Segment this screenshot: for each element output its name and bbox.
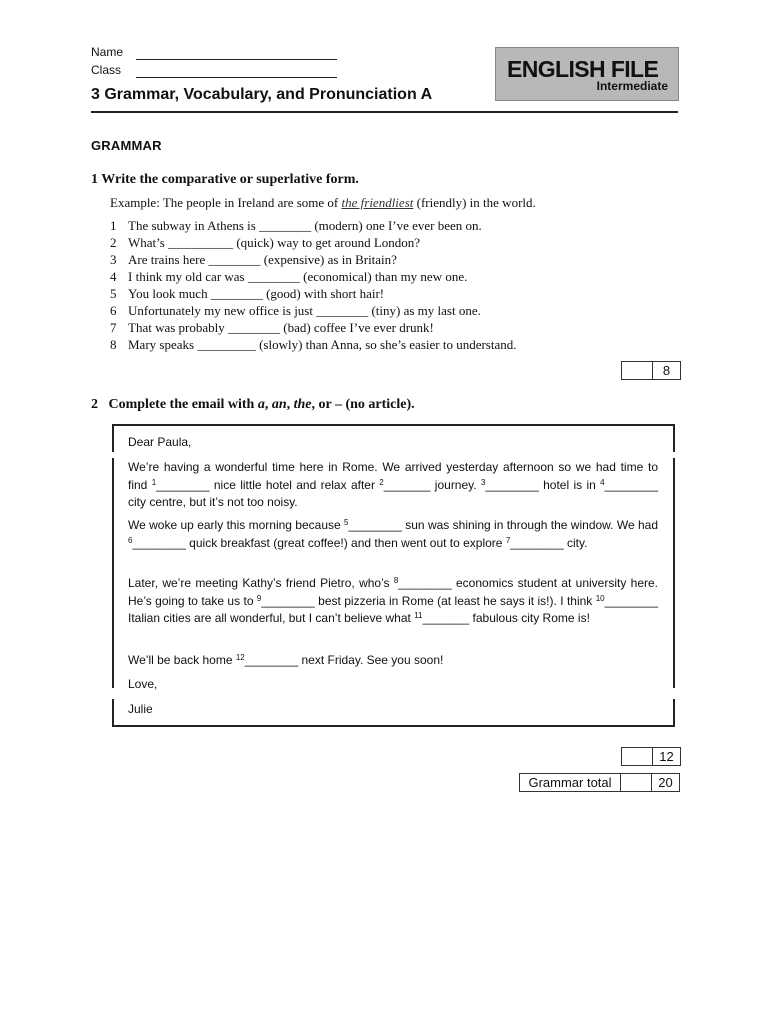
- name-field[interactable]: [136, 47, 337, 60]
- item-text: Are trains here ________ (expensive) as in Britain?: [128, 252, 397, 267]
- page-title: 3 Grammar, Vocabulary, and Pronunciation A: [91, 86, 433, 103]
- q2-score-max: 12: [659, 749, 674, 764]
- list-item: [110, 303, 481, 319]
- email-right-border: [673, 458, 675, 688]
- grammar-total-label: Grammar total: [520, 774, 621, 791]
- q2-score-box: [621, 747, 681, 766]
- email-left-border-bottom: [112, 699, 114, 727]
- q1-score-box: [621, 361, 681, 380]
- item-number: 7: [110, 320, 117, 335]
- example-answer: the friendliest: [341, 195, 414, 210]
- item-text: Mary speaks _________ (slowly) than Anna, so she’s easier to understand.: [128, 337, 517, 352]
- item-number: 6: [110, 303, 117, 318]
- item-text: Unfortunately my new office is just ________ (tiny) as my last one.: [128, 303, 481, 318]
- grammar-total-box: [519, 773, 680, 792]
- list-item: [110, 218, 482, 234]
- logo: [495, 47, 679, 101]
- q2-heading: 2 Complete the email with a, an, the, or – (no article).: [91, 397, 415, 412]
- email-left-border-top: [112, 424, 114, 452]
- email-paragraph-3: Later, we’re meeting Kathy’s friend Pietro, who’s $^8$________ economics student at university here. He’s going to take us to $^9$________ best pizzeria in Rome (at least he says it is!). I think $^{10}$________ Italian cities are all wonderful, but I can’t believe what $^{11}$_______ fabulous city Rome is!: [128, 576, 659, 625]
- email-paragraph-4: We’ll be back home $^{12}$________ next Friday. See you soon!: [128, 653, 444, 667]
- email-paragraph-2: We woke up early this morning because $^5$________ sun was shining in through the window. We had $^6$________ quick breakfast (great coffee!) and then went out to explore $^7$________ city.: [128, 518, 659, 550]
- item-number: 3: [110, 252, 117, 267]
- q2-heading-an: an: [271, 397, 287, 412]
- item-text: What’s __________ (quick) way to get around London?: [128, 235, 421, 250]
- email-left-border: [112, 458, 114, 688]
- email-signature: Julie: [128, 702, 153, 716]
- item-number: 2: [110, 235, 117, 250]
- q2-number: 2: [91, 397, 98, 412]
- logo-subtitle: Intermediate: [596, 79, 668, 93]
- grammar-total-max: 20: [658, 775, 673, 790]
- email-right-border-bottom: [673, 699, 675, 727]
- class-field[interactable]: [136, 65, 337, 78]
- item-number: 8: [110, 337, 117, 352]
- email-paragraph-1: We’re having a wonderful time here in Rome. We arrived yesterday afternoon so we had time to find $^1$________ nice little hotel and relax after $^2$_______ journey. $^3$________ hotel is in $^4$________ city centre, but it’s not too noisy.: [128, 460, 658, 509]
- list-item: [110, 320, 434, 336]
- q1-score-max: 8: [662, 363, 671, 378]
- example-suffix: (friendly) in the world.: [413, 195, 536, 210]
- email-bottom-border: [112, 725, 675, 727]
- name-label: Name: [91, 45, 124, 59]
- email-right-border-top: [673, 424, 675, 452]
- q1-example: [110, 195, 536, 211]
- q2-score-input[interactable]: [622, 748, 653, 765]
- email-greeting: Dear Paula,: [128, 435, 192, 449]
- item-text: You look much ________ (good) with short hair!: [128, 286, 385, 301]
- email-closing: Love,: [128, 677, 158, 691]
- class-label: Class: [91, 63, 122, 77]
- q2-heading-pre: Complete the email with: [108, 397, 258, 412]
- list-item: [110, 286, 384, 302]
- q2-heading-the: the: [293, 397, 312, 412]
- section-heading: GRAMMAR: [91, 138, 162, 153]
- q2-heading-a: a: [257, 397, 265, 412]
- list-item: [110, 252, 397, 268]
- list-item: [110, 235, 420, 251]
- item-text: That was probably ________ (bad) coffee I’ve ever drunk!: [128, 320, 434, 335]
- item-number: 1: [110, 218, 117, 233]
- item-number: 4: [110, 269, 117, 284]
- grammar-total-input[interactable]: [621, 774, 652, 791]
- header-rule: [91, 111, 678, 113]
- q1-heading: 1 Write the comparative or superlative form.: [91, 172, 359, 187]
- list-item: [110, 269, 467, 285]
- q1-score-input[interactable]: [622, 362, 653, 379]
- list-item: [110, 337, 517, 353]
- item-text: I think my old car was ________ (economical) than my new one.: [128, 269, 468, 284]
- email-top-border: [112, 424, 675, 426]
- example-prefix: Example: The people in Ireland are some of: [110, 195, 342, 210]
- logo-title: ENGLISH FILE: [507, 56, 659, 82]
- q2-heading-post: , or – (no article).: [311, 397, 415, 412]
- item-number: 5: [110, 286, 117, 301]
- item-text: The subway in Athens is ________ (modern) one I’ve ever been on.: [128, 218, 482, 233]
